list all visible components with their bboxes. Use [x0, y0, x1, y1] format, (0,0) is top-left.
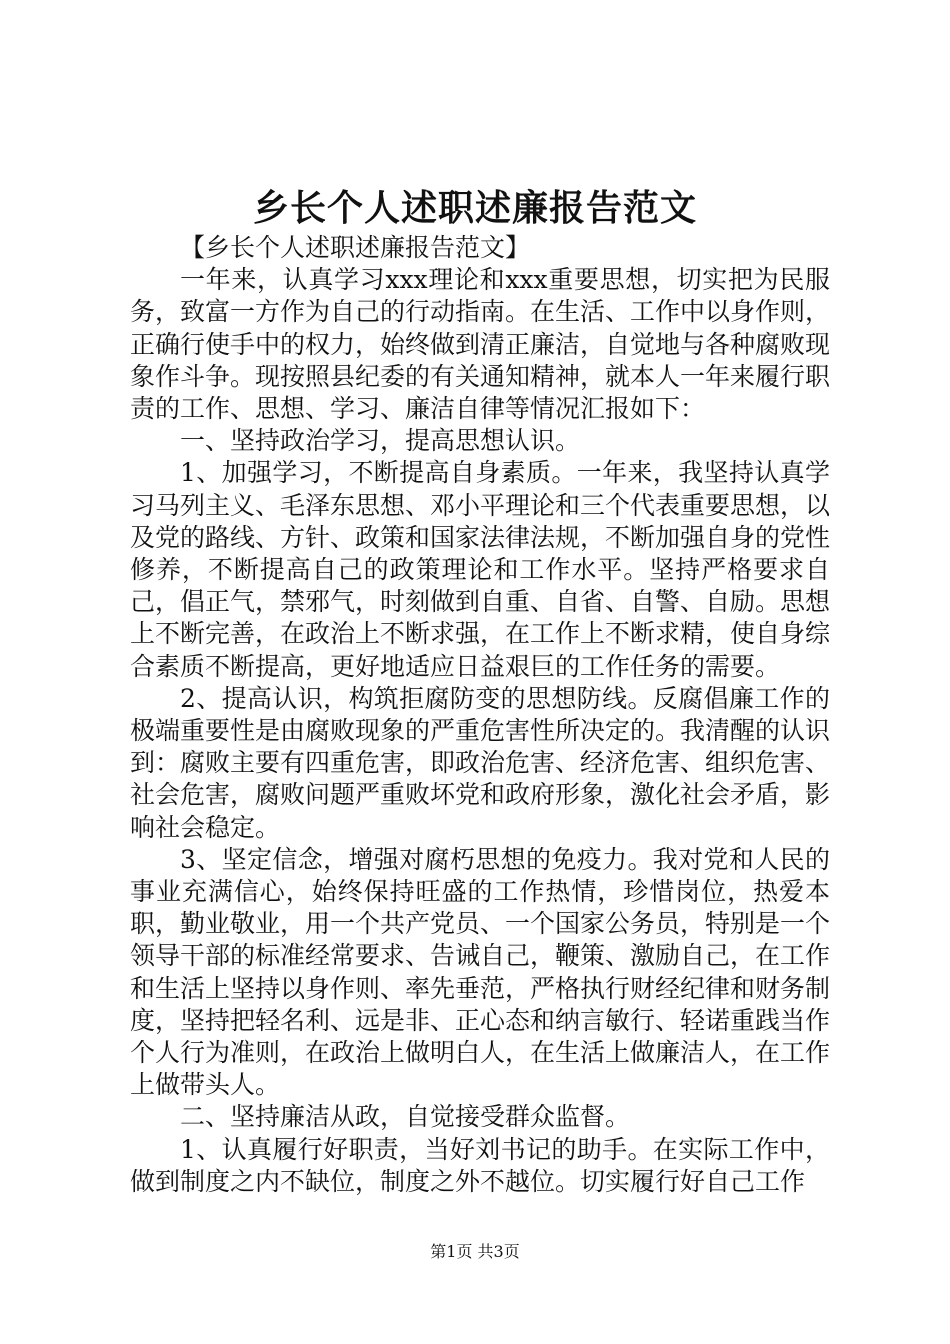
paragraph-2-1: 1、认真履行好职责，当好刘书记的助手。在实际工作中，做到制度之内不缺位，制度之外不越位。切实履行好自己工作: [130, 1134, 830, 1196]
document-body: [130, 232, 830, 1198]
section-heading-2: 二、坚持廉洁从政，自觉接受群众监督。: [180, 1102, 631, 1132]
paragraph-1-3: 3、坚定信念，增强对腐朽思想的免疫力。我对党和人民的事业充满信心，始终保持旺盛的工作热情，珍惜岗位，热爱本职，勤业敬业，用一个共产党员、一个国家公务员，特别是一个领导干部的标准经常要求、告诫自己，鞭策、激励自己，在工作和生活上坚持以身作则、率先垂范，严格执行财经纪律和财务制度，坚持把轻名利、远是非、正心态和纳言敏行、轻诺重践当作个人行为准则，在政治上做明白人，在生活上做廉洁人，在工作上做带头人。: [130, 844, 831, 1100]
document-title: 乡长个人述职述廉报告范文: [252, 187, 697, 229]
paragraph-heading: 【乡长个人述职述廉报告范文】: [180, 233, 531, 262]
paragraph-1-1: 1、加强学习，不断提高自身素质。一年来，我坚持认真学习马列主义、毛泽东思想、邓小平理论和三个代表重要思想，以及党的路线、方针、政策和国家法律法规，不断加强自身的党性修养，不断提高自己的政策理论和工作水平。坚持严格要求自己，倡正气，禁邪气，时刻做到自重、自省、自警、自励。思想上不断完善，在政治上不断求强，在工作上不断求精，使自身综合素质不断提高，更好地适应日益艰巨的工作任务的需要。: [130, 458, 831, 681]
page-footer: 第1页 共3页: [430, 1242, 520, 1261]
paragraph-intro: 一年来，认真学习xxx理论和xxx重要思想，切实把为民服务，致富一方作为自己的行动指南。在生活、工作中以身作则，正确行使手中的权力，始终做到清正廉洁，自觉地与各种腐败现象作斗争。现按照县纪委的有关通知精神，就本人一年来履行职责的工作、思想、学习、廉洁自律等情况汇报如下：: [130, 265, 831, 424]
section-heading-1: 一、坚持政治学习，提高思想认识。: [180, 426, 581, 456]
paragraph-1-2: 2、提高认识，构筑拒腐防变的思想防线。反腐倡廉工作的极端重要性是由腐败现象的严重危害性所决定的。我清醒的认识到：腐败主要有四重危害，即政治危害、经济危害、组织危害、社会危害，腐败问题严重败坏党和政府形象，激化社会矛盾，影响社会稳定。: [130, 683, 831, 842]
